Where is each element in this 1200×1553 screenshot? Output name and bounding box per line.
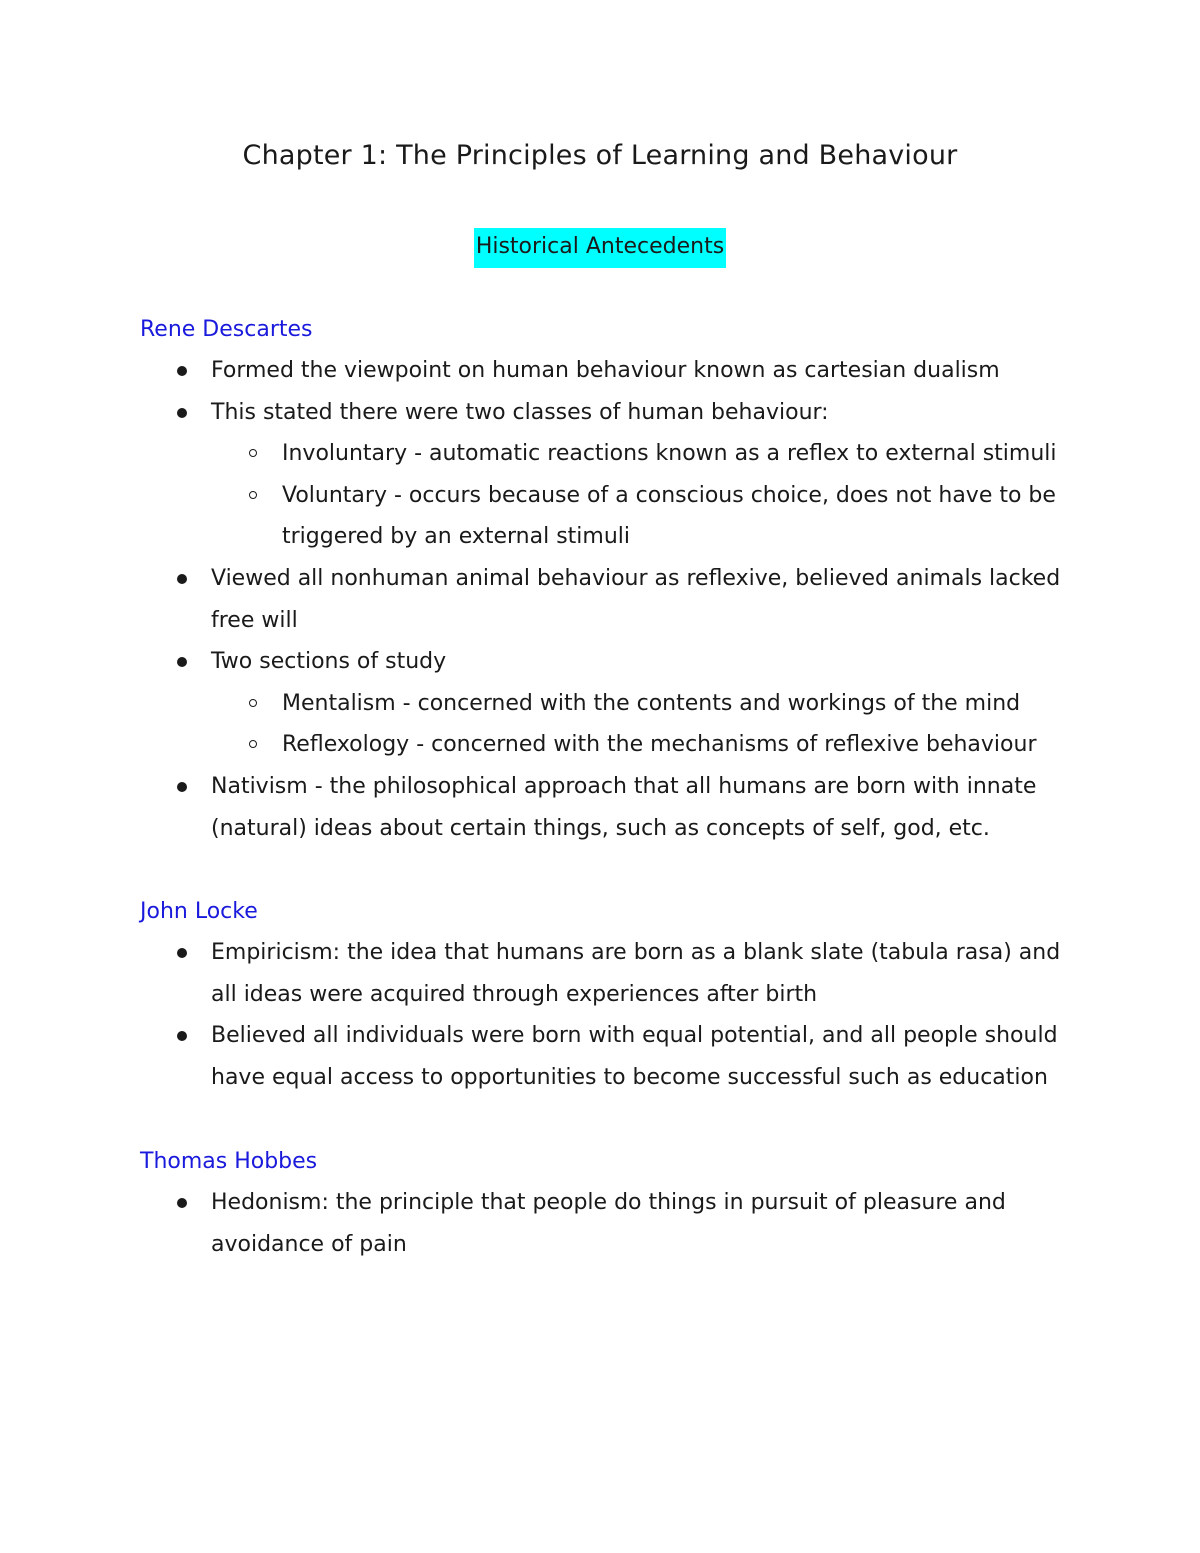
bullet-dot-icon: [177, 366, 187, 376]
list-item-text: Two sections of study: [211, 649, 447, 675]
list-item: [140, 1015, 1080, 1098]
list-item-text: Viewed all nonhuman animal behaviour as reflexive, believed animals lacked free will: [211, 565, 1061, 633]
list-item: [140, 558, 1080, 641]
bullet-list: [140, 1182, 1080, 1265]
list-item: [140, 641, 1080, 766]
section-heading: John Locke: [140, 899, 258, 924]
list-item-text: Empiricism: the idea that humans are born as a blank slate (tabula rasa) and all ideas were acquired through experiences after birth: [211, 940, 1061, 1007]
section-heading: Rene Descartes: [140, 317, 313, 342]
sub-list-item: [211, 724, 1080, 766]
bullet-dot-icon: [177, 782, 187, 792]
subtitle-wrapper: [0, 228, 1200, 268]
list-item-text: Believed all individuals were born with equal potential, and all people should have equal access to opportunities to become successful such as education: [211, 1023, 1058, 1090]
section-heading: Thomas Hobbes: [140, 1149, 318, 1174]
sub-bullet-list: [211, 683, 1080, 766]
sub-list-item-text: Mentalism - concerned with the contents and workings of the mind: [282, 690, 1021, 716]
list-item: [140, 766, 1080, 849]
list-item-text: Nativism - the philosophical approach that all humans are born with innate (natural) ideas about certain things, such as concepts of self, god, etc.: [211, 773, 1037, 841]
list-item-text: Formed the viewpoint on human behaviour known as cartesian dualism: [211, 358, 1000, 383]
section-subtitle-highlighted: Historical Antecedents: [474, 228, 726, 268]
sub-list-item: [211, 433, 1080, 475]
sub-list-item-text: Reflexology - concerned with the mechanisms of reflexive behaviour: [282, 732, 1037, 758]
bullet-circle-icon: [249, 740, 257, 748]
sub-list-item-text: Voluntary - occurs because of a conscious choice, does not have to be triggered by an external stimuli: [282, 482, 1056, 550]
list-item: [140, 392, 1080, 558]
bullet-dot-icon: [177, 1198, 187, 1208]
sub-list-item: [211, 475, 1080, 558]
sub-list-item-text: Involuntary - automatic reactions known as a reflex to external stimuli: [282, 441, 1057, 467]
list-item: [140, 1182, 1080, 1265]
bullet-circle-icon: [249, 449, 257, 457]
list-item-text: Hedonism: the principle that people do things in pursuit of pleasure and avoidance of pain: [211, 1190, 1006, 1257]
bullet-list: [140, 350, 1080, 849]
bullet-list: [140, 932, 1080, 1098]
sub-bullet-list: [211, 433, 1080, 558]
bullet-dot-icon: [177, 574, 187, 584]
section-thomas-hobbes: [140, 1142, 1080, 1265]
list-item: [140, 350, 1080, 392]
section-rene-descartes: [140, 310, 1080, 849]
bullet-dot-icon: [177, 1031, 187, 1041]
list-item: [140, 932, 1080, 1015]
bullet-dot-icon: [177, 657, 187, 667]
section-john-locke: [140, 892, 1080, 1098]
bullet-circle-icon: [249, 491, 257, 499]
bullet-dot-icon: [177, 948, 187, 958]
list-item-text: This stated there were two classes of human behaviour:: [211, 399, 829, 425]
bullet-circle-icon: [249, 699, 257, 707]
page-title: Chapter 1: The Principles of Learning and Behaviour: [242, 140, 958, 171]
bullet-dot-icon: [177, 408, 187, 418]
sub-list-item: [211, 683, 1080, 725]
